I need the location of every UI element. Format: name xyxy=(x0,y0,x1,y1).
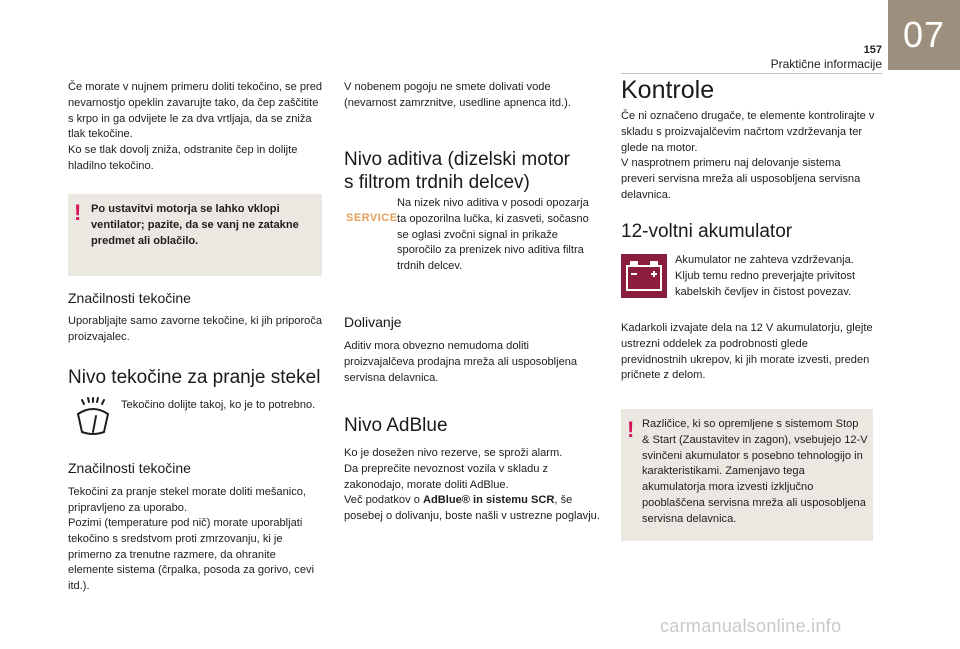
adblue-p3-pre: Več podatkov o xyxy=(344,494,423,506)
heading-additive-line2: s filtrom trdnih delcev) xyxy=(344,172,530,193)
adblue-p3 xyxy=(344,493,600,525)
heading-kontrole: Kontrole xyxy=(621,76,715,104)
header-rule xyxy=(621,73,882,74)
heading-additive-line1: Nivo aditiva (dizelski motor xyxy=(344,149,570,170)
washer-properties-p2: Pozimi (temperature pod nič) morate uporabljati tekočino s sredstvom proti zmrzovanju, ki je primerno za trenutne razmere, da ohranite elemente sistema (črpalka, posoda za gorivo, cevi itd.). xyxy=(68,517,315,593)
fan-warning-box xyxy=(68,194,322,276)
no-water-text: V nobenem pogoju ne smete dolivati vode (nevarnost zamrznitve, usedline apnenca itd.). xyxy=(344,81,571,109)
service-warning-icon: SERVICE xyxy=(346,212,398,224)
topup-text: Aditiv mora obvezno nemudoma doliti proizvajalčeva prodajna mreža ali usposobljena servisna delavnica. xyxy=(344,340,578,384)
heading-additive-level xyxy=(344,148,600,194)
washer-icon xyxy=(72,396,114,445)
section-title: Praktične informacije xyxy=(770,57,882,71)
adblue-p3-bold: AdBlue® in sistemu SCR xyxy=(422,494,555,506)
heading-adblue-level: Nivo AdBlue xyxy=(344,415,448,436)
coolant-intro-p2: Ko se tlak dovolj zniža, odstranite čep in dolijte hladilno tekočino. xyxy=(68,144,298,172)
coolant-properties-text: Uporabljajte samo zavorne tekočine, ki jih priporoča proizvajalec. xyxy=(68,315,323,343)
warning-exclamation-icon: ! xyxy=(74,200,82,225)
kontrole-p2: V nasprotnem primeru naj delovanje sistema preveri servisna mreža ali usposobljena servisna delavnica. xyxy=(621,157,861,201)
battery-work-text: Kadarkoli izvajate dela na 12 V akumulatorju, glejte ustrezni oddelek za podrobnosti glede previdnostnih ukrepov, ki jih morate izvesti, preden pričnete z delom. xyxy=(621,322,873,382)
heading-washer-level: Nivo tekočine za pranje stekel xyxy=(68,367,321,388)
watermark: carmanualsonline.info xyxy=(660,616,842,636)
adblue-p1: Ko je dosežen nivo rezerve, se sproži alarm. xyxy=(344,447,563,459)
adblue-p2: Da preprečite nevoznost vozila v skladu z zakonodajo, morate doliti AdBlue. xyxy=(344,463,549,491)
washer-icon-text: Tekočino dolijte takoj, ko je to potrebno. xyxy=(121,399,316,411)
battery-icon-text: Akumulator ne zahteva vzdrževanja. Kljub temu redno preverjajte privitost kabelskih čevljev in čistost povezav. xyxy=(675,254,856,298)
adblue-p3-post: , še posebej o dolivanju, boste našli v ustrezne poglavju. xyxy=(344,494,600,522)
chapter-tab: 07 xyxy=(888,0,960,70)
heading-battery: 12-voltni akumulator xyxy=(621,221,793,242)
stop-start-warning-text: Različice, ki so opremljene s sistemom Stop & Start (Zaustavitev in zagon), vsebujejo 12-V svinčeni akumulator s posebno tehnologijo in karakteristikami. Zamenjavo tega akumulatorja mora izvesti izključno pooblaščena servisna mreža ali usposobljena servisna delavnica. xyxy=(642,418,868,525)
heading-washer-properties: Značilnosti tekočine xyxy=(68,460,191,476)
battery-icon xyxy=(621,254,667,303)
stop-start-warning-box xyxy=(621,409,873,541)
warning-exclamation-icon: ! xyxy=(627,417,635,442)
washer-properties-p1: Tekočini za pranje stekel morate doliti mešanico, pripravljeno za uporabo. xyxy=(68,486,307,514)
coolant-intro-p1: Če morate v nujnem primeru doliti tekočino, se pred nevarnostjo opeklin zavarujte tako, da čep zaščitite s krpo in ga odvijete le za dva vrtljaja, da se zniža tlak tekočine. xyxy=(68,81,323,141)
kontrole-p1: Če ni označeno drugače, te elemente kontrolirajte v skladu s proizvajalčevim načrtom vzdrževanja ter glede na motor. xyxy=(621,110,875,154)
additive-warning-text: Na nizek nivo aditiva v posodi opozarja ta opozorilna lučka, ki zasveti, sočasno se oglasi zvočni signal in prikaže sporočilo za prenizek nivo aditiva filtra trdnih delcev. xyxy=(397,197,589,273)
heading-coolant-properties: Značilnosti tekočine xyxy=(68,290,191,306)
page-number: 157 xyxy=(863,44,882,56)
heading-topup: Dolivanje xyxy=(344,314,402,330)
fan-warning-text: Po ustavitvi motorja se lahko vklopi ventilator; pazite, da se vanj ne zatakne predmet ali oblačilo. xyxy=(91,203,299,247)
